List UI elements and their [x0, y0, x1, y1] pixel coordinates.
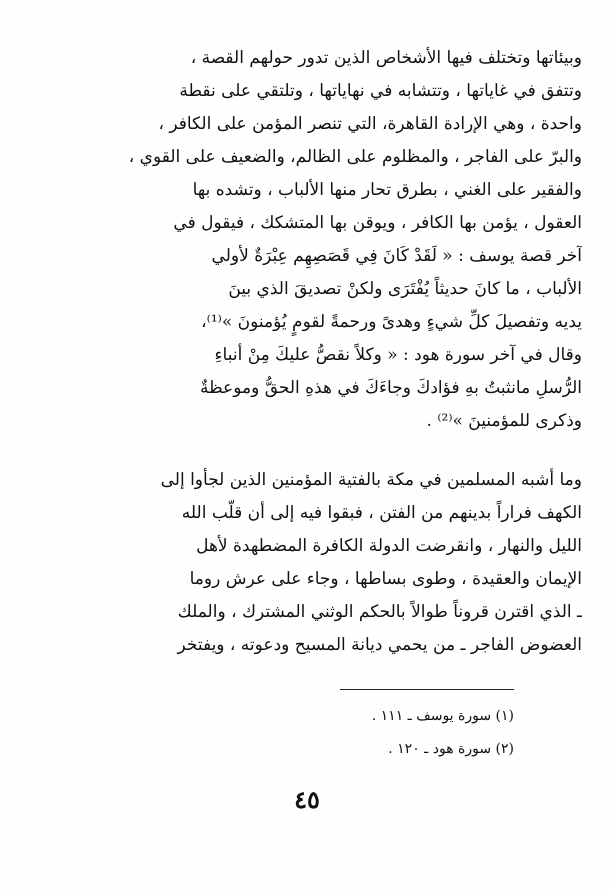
footnote-2: (٢) سورة هود ـ ١٢٠ . [388, 741, 514, 757]
text-line: والبرّ على الفاجر ، والمظلوم على الظالم، والضعيف على القوي ، [128, 147, 582, 167]
text-line: يديه وتفصيلَ كلِّ شيءٍ وهدىً ورحمةً لقومٍ يُؤمنونَ »⁽¹⁾، [201, 312, 582, 332]
paragraph-1 [26, 42, 582, 438]
text-line: وتتفق في غاياتها ، وتتشابه في نهاياتها ، وتلتقي على نقطة [179, 81, 582, 101]
page-number: ٤٥ [294, 785, 320, 814]
text-line: الليل والنهار ، وانقرضت الدولة الكافرة المضطهدة لأهل [196, 536, 582, 556]
text-line: العضوض الفاجر ـ من يحمي ديانة المسيح ودعوته ، ويفتخر [177, 635, 582, 655]
text-line: وقال في آخر سورة هود : « وكلاً نقصُّ عليكَ مِنْ أنباءِ [214, 345, 582, 365]
text-line: واحدة ، وهي الإرادة القاهرة، التي تنصر المؤمن على الكافر ، [158, 114, 582, 134]
text-line: الرُّسلِ مانثبتُ بهِ فؤادكَ وجاءَكَ في هذهِ الحقُّ وموعظةٌ [199, 378, 582, 398]
footnotes [300, 700, 514, 766]
text-line: وذكرى للمؤمنينَ »⁽²⁾ . [426, 411, 582, 431]
main-text [26, 42, 582, 662]
text-line: آخر قصة يوسف : « لَقَدْ كَانَ فِي قَصَصِهِم عِبْرَةٌ لأولي [211, 246, 582, 266]
text-line: الإيمان والعقيدة ، وطوى بساطها ، وجاء على عرش روما [189, 569, 582, 589]
footnote-divider [340, 689, 514, 690]
text-line: الألباب ، ما كانَ حديثاً يُفْتَرَى ولكنْ تصديقَ الذي بينَ [228, 279, 582, 299]
text-line: ـ الذي اقترن قروناً طوالاً بالحكم الوثني المشترك ، والملك [177, 602, 582, 622]
text-line: العقول ، يؤمن بها الكافر ، ويوقن بها المتشكك ، فيقول في [173, 213, 582, 233]
text-line: الكهف فراراً بدينهم من الفتن ، فبقوا فيه إلى أن قلّب الله [181, 503, 582, 523]
text-line: والفقير على الغني ، بطرق تحار منها الألباب ، وتشده بها [192, 180, 582, 200]
paragraph-2 [26, 464, 582, 662]
text-line: وبيئاتها وتختلف فيها الأشخاص الذين تدور حولهم القصة ، [190, 48, 582, 68]
footnote-1: (١) سورة يوسف ـ ١١١ . [371, 708, 514, 724]
text-line: وما أشبه المسلمين في مكة بالفتية المؤمنين الذين لجأوا إلى [160, 470, 582, 490]
